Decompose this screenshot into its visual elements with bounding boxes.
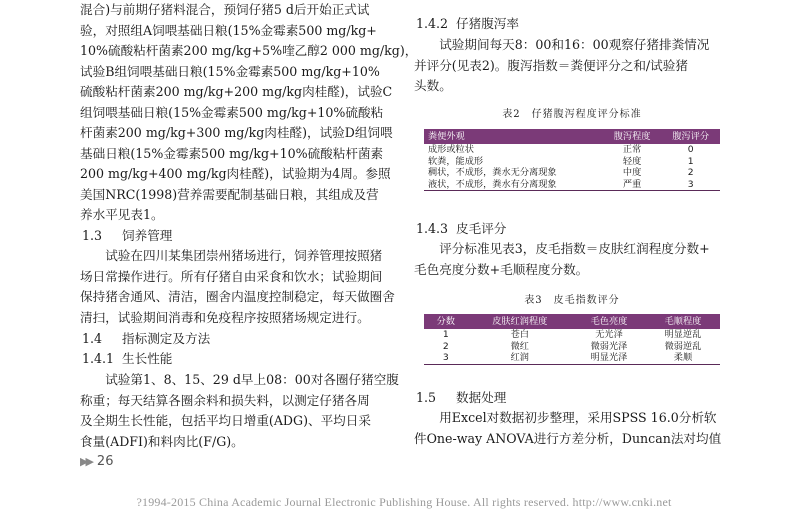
text-line: 10%硫酸粘杆菌素200 mg/kg+5%喹乙醇2 000 mg/kg)，	[80, 43, 418, 58]
table-row	[424, 156, 720, 168]
paragraph-diarrhea-rate	[414, 35, 730, 97]
text-line: 养水平见表1。	[80, 207, 164, 222]
text-line: 验，对照组A饲喂基础日粮(15%金霉素500 mg/kg+	[80, 22, 377, 38]
double-arrow-icon: ▶▶	[80, 455, 91, 468]
text-line: 混合)与前期仔猪料混合，预饲仔猪5 d后开始正式试	[80, 2, 370, 17]
table-cell: 正常	[622, 144, 642, 155]
heading-title: 生长性能	[122, 351, 173, 366]
table3-header-row	[424, 314, 720, 329]
table-cell: 液状，不成形，粪水有分离现象	[424, 179, 603, 191]
text-line: 试验期间每天8：00和16：00观察仔猪排粪情况	[439, 37, 710, 52]
heading-title: 皮毛评分	[456, 221, 507, 236]
text-line: 美国NRC(1998)营养需要配制基础日粮，其组成及营	[80, 186, 379, 202]
paragraph-growth-performance	[80, 370, 399, 452]
text-line: 200 mg/kg+400 mg/kg肉桂醛)，试验期为4周。参照	[80, 166, 391, 181]
table-cell: 轻度	[622, 155, 642, 167]
heading-number: 1.4.3	[416, 221, 449, 236]
table-row	[424, 329, 720, 341]
table-cell: 2	[442, 340, 449, 352]
table-header-cell: 皮肤红润程度	[468, 314, 572, 329]
table-row	[424, 179, 720, 191]
text-line: 及全期生长性能，包括平均日增重(ADG)、平均日采	[80, 413, 371, 428]
heading-number: 1.5	[416, 390, 437, 405]
table-cell: 中度	[622, 167, 642, 178]
text-line: 头数。	[414, 78, 452, 93]
table2-caption: 表2 仔猪腹泻程度评分标准	[502, 109, 642, 120]
heading-1-4-2	[416, 14, 519, 35]
text-line: 保持猪舍通风、清洁，圈舍内温度控制稳定，每天做圈舍	[80, 289, 395, 304]
text-line: 清扫，试验期间消毒和免疫程序按照猪场规定进行。	[80, 309, 370, 325]
text-line: 杆菌素200 mg/kg+300 mg/kg肉桂醛)，试验D组饲喂	[80, 125, 393, 140]
table-header-cell: 分数	[424, 314, 468, 329]
table-cell: 3	[661, 179, 720, 191]
copyright-footer: ?1994-2015 China Academic Journal Electronic Publishing House. All rights reserved. http://www.cnki.net	[136, 495, 672, 509]
table3-coat-index	[424, 314, 720, 365]
table-cell: 1	[687, 155, 694, 167]
table-cell: 明显逆乱	[664, 329, 702, 340]
table-cell: 微弱逆乱	[664, 340, 702, 352]
table-cell: 3	[424, 352, 468, 364]
table3-caption: 表3 皮毛指数评分	[524, 295, 620, 306]
heading-title: 仔猪腹泻率	[456, 16, 519, 31]
paragraph-coat-score	[414, 239, 730, 280]
table-row	[424, 352, 720, 364]
page-number	[80, 454, 113, 469]
table-cell: 0	[687, 144, 694, 155]
heading-number: 1.4	[82, 331, 103, 346]
table-cell: 稠状，不成形，粪水无分离现象	[428, 167, 557, 178]
table-cell: 1	[442, 329, 449, 340]
text-line: 试验在四川某集团崇州猪场进行，饲养管理按照猪	[105, 248, 383, 263]
text-line: 硫酸粘杆菌素200 mg/kg+200 mg/kg肉桂醛)，试验C	[80, 84, 393, 99]
table-cell: 严重	[603, 179, 662, 191]
paragraph-data-processing	[414, 408, 730, 449]
text-line: 件One-way ANOVA进行方差分析，Duncan法对均值	[414, 430, 722, 446]
table-cell: 微弱光泽	[590, 340, 628, 352]
table-header-cell: 毛色亮度	[572, 314, 646, 329]
text-line: 场日常操作进行。所有仔猪自由采食和饮水；试验期间	[80, 268, 383, 284]
heading-1-4	[82, 329, 210, 350]
text-line: 毛色亮度分数+毛顺程度分数。	[414, 261, 589, 277]
heading-title: 数据处理	[456, 390, 507, 405]
table-row	[424, 144, 720, 156]
text-line: 并评分(见表2)。腹泻指数＝粪便评分之和/试验猪	[414, 57, 688, 73]
text-line: 基础日粮(15%金霉素500 mg/kg+10%硫酸粘杆菌素	[80, 145, 384, 161]
table2-diarrhea-scoring	[424, 129, 720, 191]
table-header-cell: 腹泻评分	[661, 129, 720, 144]
heading-1-4-1	[82, 349, 172, 370]
table2-header-row	[424, 129, 720, 144]
text-line: 试验第1、8、15、29 d早上08：00对各圈仔猪空腹	[105, 372, 399, 387]
text-line: 用Excel对数据初步整理，采用SPSS 16.0分析软	[439, 410, 717, 425]
heading-number: 1.4.2	[416, 16, 449, 31]
heading-number: 1.3	[82, 228, 103, 243]
table-cell: 柔顺	[646, 352, 720, 364]
text-line: 评分标准见表3，皮毛指数＝皮肤红润程度分数+	[439, 241, 710, 256]
heading-1-4-3	[416, 219, 506, 240]
text-line: 食量(ADFI)和料肉比(F/G)。	[80, 433, 244, 449]
table-header-cell: 腹泻程度	[603, 129, 662, 144]
text-line: 试验B组饲喂基础日粮(15%金霉素500 mg/kg+10%	[80, 63, 380, 79]
table-header-cell: 毛顺程度	[646, 314, 720, 329]
table-cell: 2	[687, 167, 694, 178]
table-header-cell: 粪便外观	[424, 129, 603, 144]
text-line: 称重；每天结算各圈余料和损失料，以测定仔猪各周	[80, 392, 370, 408]
table-cell: 成形或粒状	[428, 144, 474, 155]
heading-title: 指标测定及方法	[122, 331, 211, 346]
paragraph-feeding-management	[80, 246, 395, 328]
table-cell: 红润	[468, 352, 572, 364]
heading-title: 饲养管理	[122, 228, 173, 243]
paragraph-diet-design	[80, 0, 418, 226]
table-row	[424, 341, 720, 353]
table-cell: 无光泽	[595, 329, 623, 340]
heading-1-5	[416, 388, 506, 409]
heading-1-3	[82, 226, 172, 247]
table-cell: 微红	[510, 340, 529, 352]
table-cell: 软粪，能成形	[428, 155, 484, 167]
text-line: 组饲喂基础日粮(15%金霉素500 mg/kg+10%硫酸粘	[80, 104, 384, 120]
heading-number: 1.4.1	[82, 351, 115, 366]
table-cell: 苍白	[510, 329, 529, 340]
table-row	[424, 167, 720, 179]
table-cell: 明显光泽	[572, 352, 646, 364]
page-number-text: 26	[96, 454, 114, 469]
